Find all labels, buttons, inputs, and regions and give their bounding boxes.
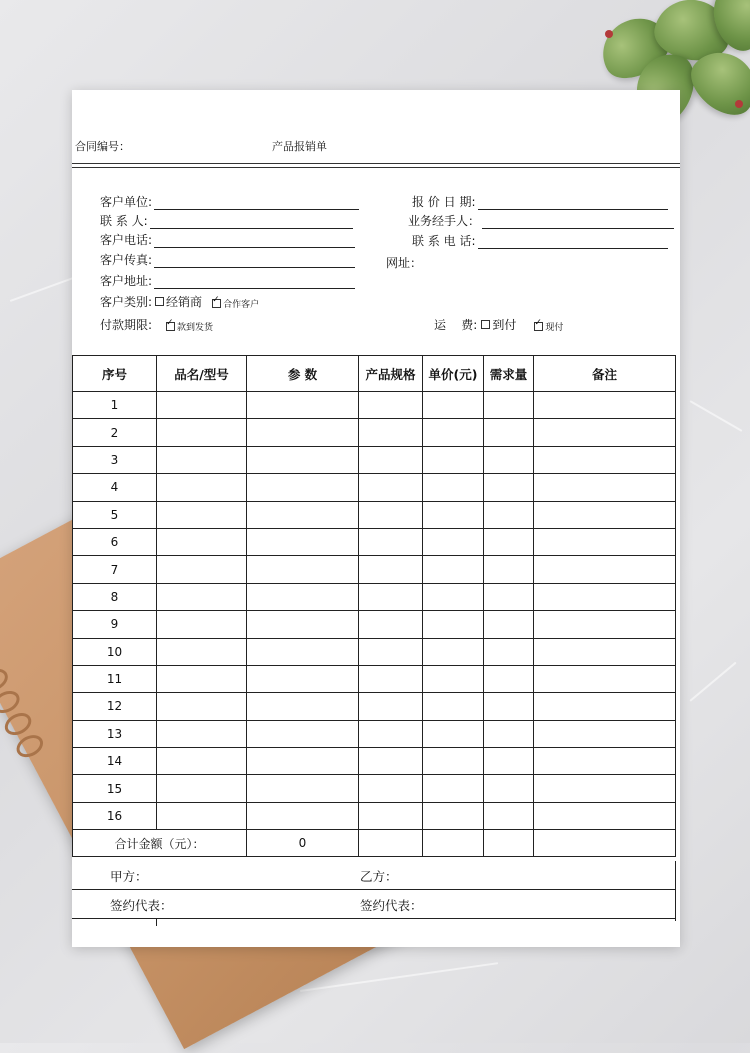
table-cell[interactable] [423,446,484,473]
table-cell[interactable] [359,693,423,720]
contact-person-field[interactable]: 联 系 人: [100,212,353,229]
table-cell[interactable] [247,392,359,419]
table-cell[interactable] [247,501,359,528]
table-row [73,720,676,747]
contract-no-label: 合同编号： [75,140,130,153]
table-cell[interactable] [534,556,676,583]
contact-phone-field[interactable]: 联 系 电 话: [412,232,668,249]
table-cell[interactable] [534,720,676,747]
column-header-index: 序号 [73,356,157,392]
table-cell[interactable] [247,556,359,583]
payment-term-field: 付款期限: ✓ 款到发货 [100,316,213,333]
contact-person-input[interactable] [150,214,353,229]
table-cell[interactable] [359,419,423,446]
table-cell[interactable] [359,392,423,419]
document-title: 产品报销单 [272,140,327,153]
header-divider [72,167,680,168]
table-cell[interactable] [157,528,247,555]
table-row [73,611,676,638]
table-cell[interactable] [484,638,534,665]
table-cell[interactable] [534,528,676,555]
website-field[interactable]: 网址： [386,256,423,270]
table-cell[interactable] [157,775,247,802]
table-row [73,775,676,802]
column-header-notes: 备注 [534,356,676,392]
table-cell[interactable] [534,446,676,473]
table-cell[interactable] [534,419,676,446]
table-cell[interactable] [484,419,534,446]
table-cell[interactable] [534,775,676,802]
rep-b-label: 签约代表： [360,898,423,913]
table-cell[interactable] [359,720,423,747]
table-cell[interactable] [534,474,676,501]
representative-row [72,890,675,919]
column-header-quantity: 需求量 [484,356,534,392]
checkbox-icon[interactable] [481,320,490,329]
row-index: 7 [73,556,157,583]
checkbox-checked-icon[interactable] [212,299,221,308]
row-index: 8 [73,583,157,610]
table-cell[interactable] [247,419,359,446]
checkbox-checked-icon[interactable] [534,322,543,331]
table-cell[interactable] [247,528,359,555]
checkbox-checked-icon[interactable] [166,322,175,331]
table-cell[interactable] [423,693,484,720]
shipping-option-prepaid[interactable]: ✓ 现付 [534,320,563,333]
table-row [73,802,676,829]
table-cell[interactable] [247,748,359,775]
table-cell[interactable] [157,611,247,638]
table-cell[interactable] [423,720,484,747]
table-cell[interactable] [359,665,423,692]
quote-date-field[interactable]: 报 价 日 期: [412,193,668,210]
table-cell[interactable] [247,446,359,473]
marble-vein [689,662,736,702]
table-cell[interactable] [247,775,359,802]
table-edge-tick [156,918,157,926]
row-index: 1 [73,392,157,419]
party-row [72,861,675,890]
table-cell[interactable] [359,748,423,775]
table-cell[interactable] [157,474,247,501]
table-cell[interactable] [157,665,247,692]
table-cell[interactable] [157,446,247,473]
shipping-option-cod[interactable]: 到付 [481,316,516,333]
table-cell[interactable] [423,528,484,555]
table-cell[interactable] [534,501,676,528]
payment-option-prepay[interactable]: ✓ 款到发货 [166,320,213,333]
table-cell[interactable] [423,638,484,665]
table-cell[interactable] [157,802,247,829]
table-cell[interactable] [534,611,676,638]
table-cell[interactable] [534,583,676,610]
table-cell[interactable] [484,501,534,528]
table-cell[interactable] [157,748,247,775]
table-cell[interactable] [423,748,484,775]
row-index: 16 [73,802,157,829]
table-cell[interactable] [359,446,423,473]
table-cell[interactable] [247,720,359,747]
table-cell[interactable] [157,501,247,528]
column-header-spec: 产品规格 [359,356,423,392]
table-cell[interactable] [359,556,423,583]
header-divider [72,163,680,164]
table-cell[interactable] [157,693,247,720]
table-cell[interactable] [484,474,534,501]
table-row [73,446,676,473]
total-row [73,830,676,857]
product-table [72,355,676,857]
table-cell[interactable] [157,638,247,665]
table-cell[interactable] [359,474,423,501]
row-index: 4 [73,474,157,501]
table-cell[interactable] [359,583,423,610]
table-cell[interactable] [157,392,247,419]
table-row [73,583,676,610]
table-cell[interactable] [423,665,484,692]
table-cell[interactable] [484,446,534,473]
table-cell[interactable] [423,501,484,528]
row-index: 5 [73,501,157,528]
table-cell[interactable] [484,583,534,610]
row-index: 10 [73,638,157,665]
column-header-product: 品名/型号 [157,356,247,392]
table-cell[interactable] [484,748,534,775]
customer-fax-input[interactable] [154,253,355,268]
row-index: 2 [73,419,157,446]
table-cell[interactable] [534,392,676,419]
table-cell[interactable] [157,556,247,583]
business-manager-field[interactable]: 业务经手人： [408,212,674,229]
marble-vein [690,400,743,432]
row-index: 15 [73,775,157,802]
table-cell[interactable] [359,775,423,802]
table-cell[interactable] [359,638,423,665]
customer-category-field: 客户类别: 经销商 ✓ 合作客户 [100,293,259,310]
table-row [73,693,676,720]
table-cell[interactable] [423,775,484,802]
table-row [73,419,676,446]
table-row [73,392,676,419]
checkbox-icon[interactable] [155,297,164,306]
customer-address-input[interactable] [154,274,355,289]
category-option-dealer[interactable]: 经销商 [155,293,202,310]
table-cell[interactable] [423,583,484,610]
table-cell[interactable] [484,693,534,720]
table-cell[interactable] [484,611,534,638]
table-cell[interactable] [484,528,534,555]
table-row [73,665,676,692]
row-index: 14 [73,748,157,775]
table-cell[interactable] [247,611,359,638]
table-cell[interactable] [247,665,359,692]
customer-unit-field[interactable]: 客户单位: [100,193,359,210]
table-cell[interactable] [359,802,423,829]
table-cell[interactable] [423,802,484,829]
customer-phone-field[interactable]: 客户电话: [100,231,355,248]
contact-phone-input[interactable] [478,234,668,249]
party-a-label: 甲方： [110,869,148,884]
table-cell[interactable] [247,802,359,829]
table-cell[interactable] [157,419,247,446]
table-cell[interactable] [484,392,534,419]
table-cell[interactable] [484,775,534,802]
column-header-price: 单价(元) [423,356,484,392]
table-cell[interactable] [247,474,359,501]
row-index: 11 [73,665,157,692]
table-cell[interactable] [247,583,359,610]
table-cell[interactable] [423,419,484,446]
row-index: 9 [73,611,157,638]
table-cell[interactable] [359,528,423,555]
table-cell[interactable] [423,556,484,583]
category-option-partner[interactable]: ✓ 合作客户 [212,297,259,310]
row-index: 13 [73,720,157,747]
total-label: 合计金额（元）： [73,830,247,857]
shipping-fee-field: 运 费: 到付 ✓ 现付 [434,316,563,333]
table-header-row [73,356,676,392]
table-cell[interactable] [534,748,676,775]
customer-address-field[interactable]: 客户地址: [100,272,355,289]
table-cell[interactable] [484,720,534,747]
table-cell[interactable] [157,720,247,747]
table-right-edge [675,861,676,921]
table-cell[interactable] [247,693,359,720]
table-cell[interactable] [423,611,484,638]
table-cell[interactable] [534,638,676,665]
table-cell[interactable] [359,501,423,528]
table-cell[interactable] [247,638,359,665]
table-cell[interactable] [484,556,534,583]
quote-date-input[interactable] [478,195,668,210]
table-cell[interactable] [423,474,484,501]
table-cell[interactable] [423,392,484,419]
table-cell[interactable] [534,665,676,692]
row-index: 12 [73,693,157,720]
row-index: 3 [73,446,157,473]
rep-a-label: 签约代表： [110,898,173,913]
table-row [73,748,676,775]
column-header-params: 参 数 [247,356,359,392]
table-row [73,556,676,583]
table-cell[interactable] [484,802,534,829]
party-b-label: 乙方： [360,869,398,884]
table-row [73,501,676,528]
table-row [73,528,676,555]
customer-phone-input[interactable] [154,233,355,248]
table-row [73,474,676,501]
table-cell[interactable] [534,802,676,829]
table-row [73,638,676,665]
table-cell[interactable] [157,583,247,610]
customer-unit-input[interactable] [154,195,359,210]
total-value: 0 [247,830,359,857]
table-cell[interactable] [359,611,423,638]
quote-form-paper [72,90,680,947]
business-manager-input[interactable] [482,214,674,229]
table-cell[interactable] [534,693,676,720]
customer-fax-field[interactable]: 客户传真: [100,251,355,268]
row-index: 6 [73,528,157,555]
table-cell[interactable] [484,665,534,692]
